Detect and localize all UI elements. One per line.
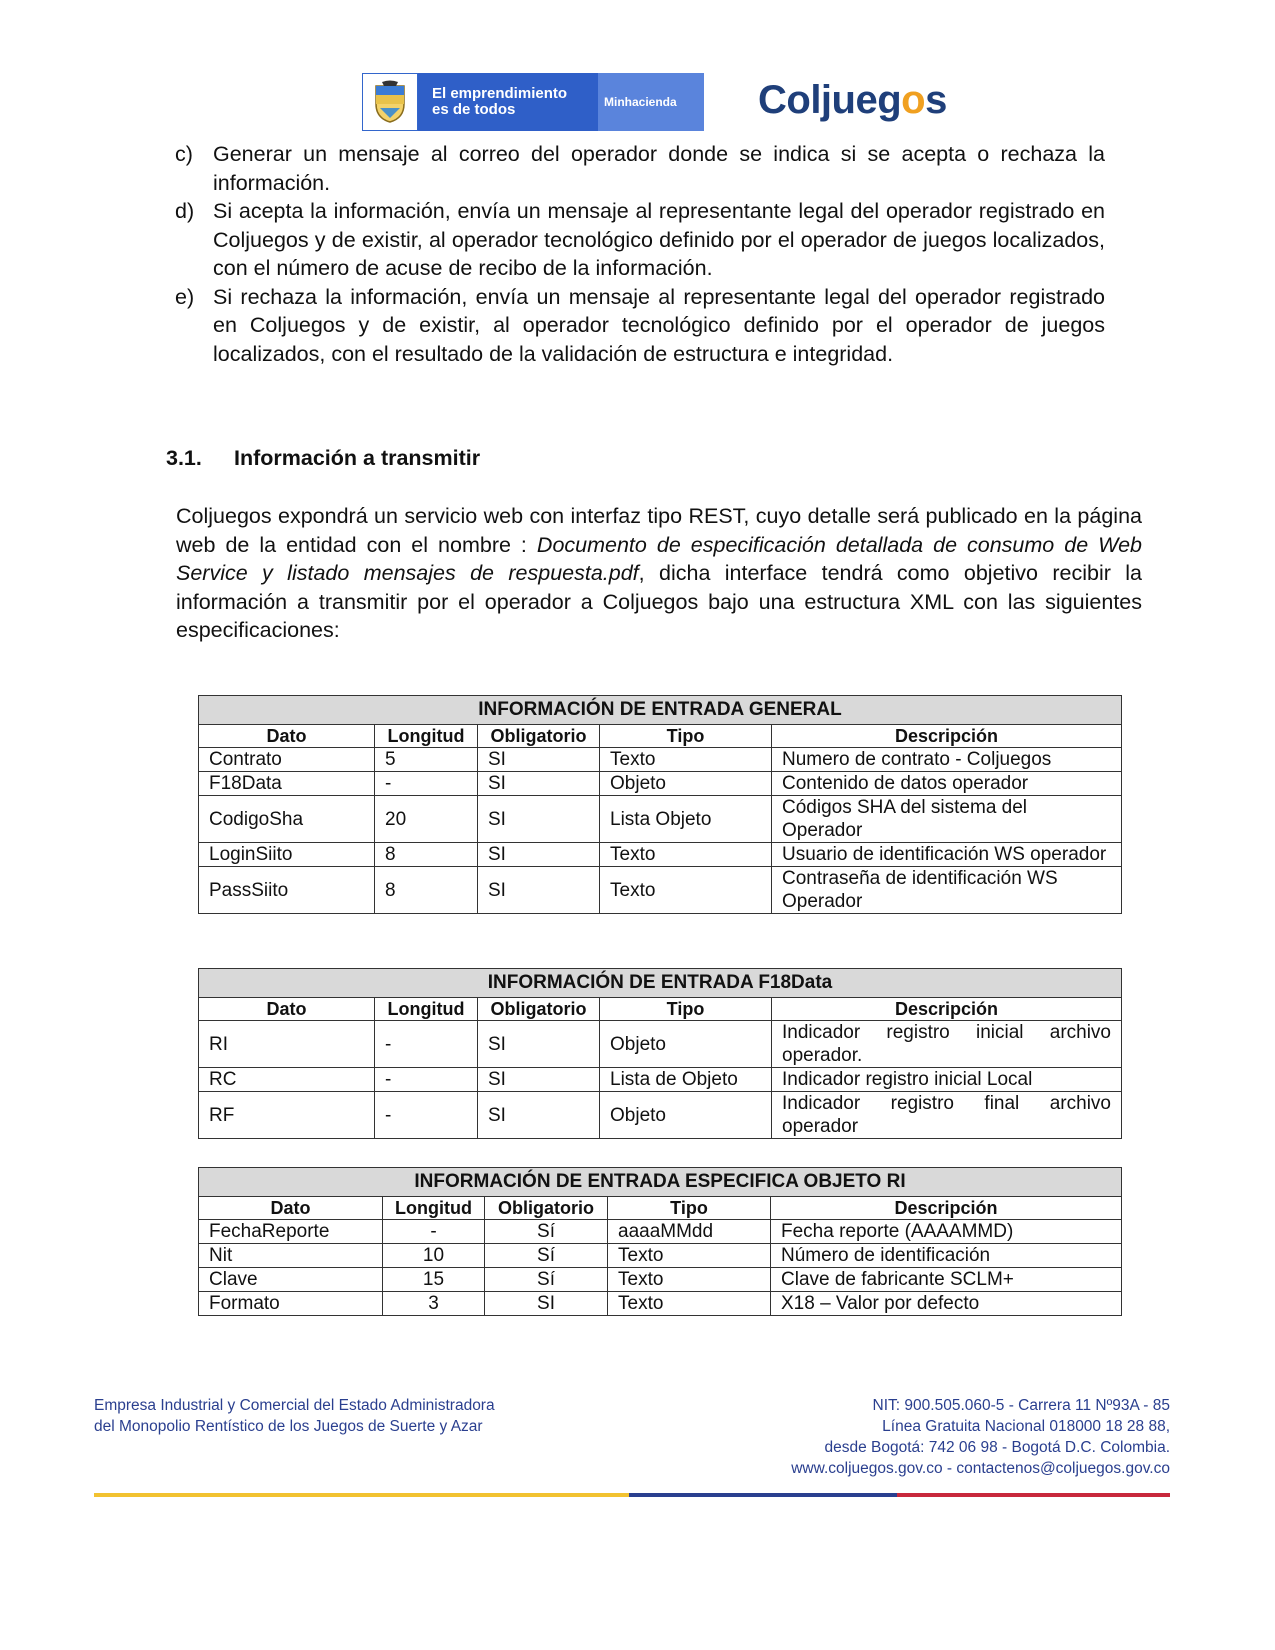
table-row: RF - SI Objeto Indicador registro final archivo operador [199, 1092, 1122, 1139]
column-header: Descripción [772, 725, 1122, 748]
government-slogan: El emprendimiento es de todos [418, 73, 598, 131]
column-header: Obligatorio [478, 998, 600, 1021]
ministry-label: Minhacienda [598, 73, 704, 131]
table-title: INFORMACIÓN DE ENTRADA GENERAL [199, 696, 1122, 725]
table-title: INFORMACIÓN DE ENTRADA F18Data [199, 969, 1122, 998]
spec-table-f18data [198, 968, 1122, 1139]
section-number: 3.1. [166, 446, 202, 470]
column-header: Longitud [375, 725, 478, 748]
body-paragraph: Coljuegos expondrá un servicio web con interfaz tipo REST, cuyo detalle será publicado en la página web de la entidad con el nombre : Documento de especificación detallada de consumo de Web Service y listado mensajes de respuesta.pdf, dicha interface tendrá como objetivo recibir la información a transmitir por el operador a Coljuegos bajo una estructura XML con las siguientes especificaciones: [176, 504, 1142, 642]
table-header-row [199, 1197, 1122, 1220]
section-heading [166, 446, 480, 471]
table-row: RC - SI Lista de Objeto Indicador registro inicial Local [199, 1068, 1122, 1092]
list-item: e) Si rechaza la información, envía un mensaje al representante legal del operador registrado en Coljuegos y de existir, al operador tecnológico definido por el operador de juegos localizados, con el resultado de la validación de estructura e integridad. [175, 284, 1105, 366]
table-row: FechaReporte - Sí aaaaMMdd Fecha reporte (AAAAMMD) [199, 1220, 1122, 1244]
column-header: Dato [199, 1197, 383, 1220]
list-item: c) Generar un mensaje al correo del operador donde se indica si se acepta o rechaza la información. [175, 142, 1105, 195]
table-title: INFORMACIÓN DE ENTRADA ESPECIFICA OBJETO RI [199, 1168, 1122, 1197]
table-row: Nit 10 Sí Texto Número de identificación [199, 1244, 1122, 1268]
table-row: LoginSiito 8 SI Texto Usuario de identificación WS operador [199, 843, 1122, 867]
flame-mark: o [901, 78, 926, 122]
document-reference: Documento de especificación detallada de consumo de Web Service y listado mensajes de respuesta.pdf [176, 532, 1142, 585]
government-logo-banner [362, 73, 704, 131]
steps-list [175, 140, 1105, 368]
footer-contact-info: NIT: 900.505.060-5 - Carrera 11 Nº93A - 85 Línea Gratuita Nacional 018000 18 28 88, desde Bogotá: 742 06 98 - Bogotá D.C. Colombia. www.coljuegos.gov.co - contactenos@coljuegos.gov.co [791, 1397, 1170, 1477]
footer-company-info: Empresa Industrial y Comercial del Estado Administradora del Monopolio Rentístico de los Juegos de Suerte y Azar [94, 1397, 495, 1435]
list-item: d) Si acepta la información, envía un mensaje al representante legal del operador registrado en Coljuegos y de existir, al operador tecnológico definido por el operador de juegos localizados, con el número de acuse de recibo de la información. [175, 199, 1105, 280]
column-header: Tipo [600, 725, 772, 748]
table-row: PassSiito 8 SI Texto Contraseña de identificación WS Operador [199, 867, 1122, 914]
column-header: Descripción [771, 1197, 1122, 1220]
table-header-row [199, 998, 1122, 1021]
table-row: Clave 15 Sí Texto Clave de fabricante SCLM+ [199, 1268, 1122, 1292]
table-row: Contrato 5 SI Texto Numero de contrato - Coljuegos [199, 748, 1122, 772]
table-row: F18Data - SI Objeto Contenido de datos operador [199, 772, 1122, 796]
section-title-text: Información a transmitir [234, 446, 481, 470]
table-header-row [199, 725, 1122, 748]
column-header: Tipo [600, 998, 772, 1021]
table-row: Formato 3 SI Texto X18 – Valor por defecto [199, 1292, 1122, 1316]
column-header: Obligatorio [485, 1197, 608, 1220]
colombia-seal-icon [362, 73, 418, 131]
footer-color-bar [94, 1493, 1170, 1497]
table-row: RI - SI Objeto Indicador registro inicial archivo operador. [199, 1021, 1122, 1068]
column-header: Descripción [772, 998, 1122, 1021]
footer-links: www.coljuegos.gov.co - contactenos@coljuegos.gov.co [791, 1460, 1170, 1477]
column-header: Longitud [383, 1197, 485, 1220]
column-header: Obligatorio [478, 725, 600, 748]
spec-table-objeto-ri [198, 1167, 1122, 1316]
column-header: Dato [199, 998, 375, 1021]
table-row: CodigoSha 20 SI Lista Objeto Códigos SHA del sistema del Operador [199, 796, 1122, 843]
column-header: Tipo [608, 1197, 771, 1220]
spec-table-general [198, 695, 1122, 914]
coljuegos-logo: Coljuegos [758, 78, 947, 122]
column-header: Longitud [375, 998, 478, 1021]
column-header: Dato [199, 725, 375, 748]
